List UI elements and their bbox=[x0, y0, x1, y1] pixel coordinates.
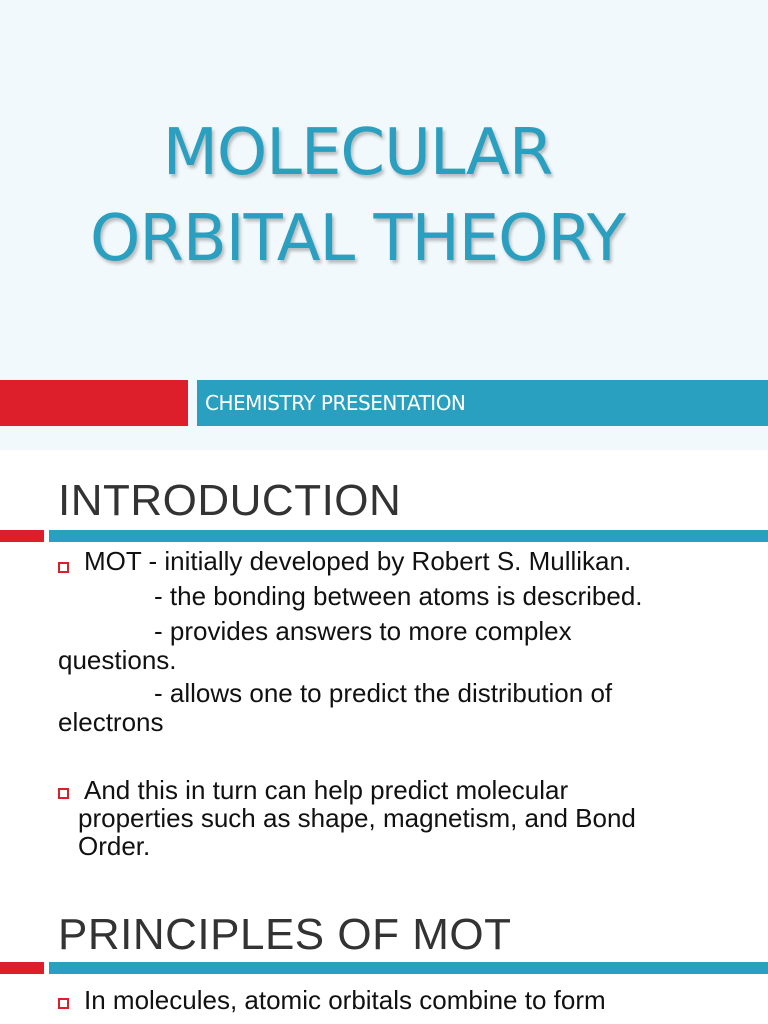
intro-bullet-1-line-4: questions. bbox=[58, 645, 177, 675]
introduction-slide bbox=[0, 450, 768, 910]
title-line-2: ORBITAL THEORY bbox=[89, 202, 626, 276]
square-bullet-icon bbox=[58, 998, 69, 1009]
square-bullet-icon bbox=[58, 788, 69, 799]
intro-bullet-2-line-2: properties such as shape, magnetism, and Bond bbox=[78, 803, 636, 833]
title-line-1: MOLECULAR bbox=[162, 116, 553, 190]
red-rule bbox=[0, 530, 44, 542]
intro-bullet-2-line-3: Order. bbox=[78, 831, 151, 861]
principles-bullet-1-line-1: In molecules, atomic orbitals combine to form bbox=[84, 985, 606, 1015]
red-rule bbox=[0, 962, 44, 974]
intro-bullet-1-line-6: electrons bbox=[58, 707, 164, 737]
blue-rule bbox=[49, 530, 768, 542]
slide-title bbox=[0, 110, 715, 282]
slide-subtitle: CHEMISTRY PRESENTATION bbox=[205, 391, 466, 415]
principles-heading: PRINCIPLES OF MOT bbox=[58, 910, 512, 959]
intro-bullet-1-line-2: - the bonding between atoms is described. bbox=[154, 581, 643, 611]
title-slide bbox=[0, 0, 768, 450]
square-bullet-icon bbox=[58, 562, 69, 573]
introduction-heading: INTRODUCTION bbox=[58, 476, 402, 525]
red-accent-bar bbox=[0, 380, 188, 426]
intro-bullet-1-line-3: - provides answers to more complex bbox=[154, 616, 572, 646]
blue-rule bbox=[49, 962, 768, 974]
intro-bullet-1-line-5: - allows one to predict the distribution of bbox=[154, 678, 613, 708]
intro-bullet-2-line-1: And this in turn can help predict molecular bbox=[84, 775, 569, 805]
intro-bullet-1-line-1: MOT - initially developed by Robert S. Mullikan. bbox=[84, 546, 632, 576]
